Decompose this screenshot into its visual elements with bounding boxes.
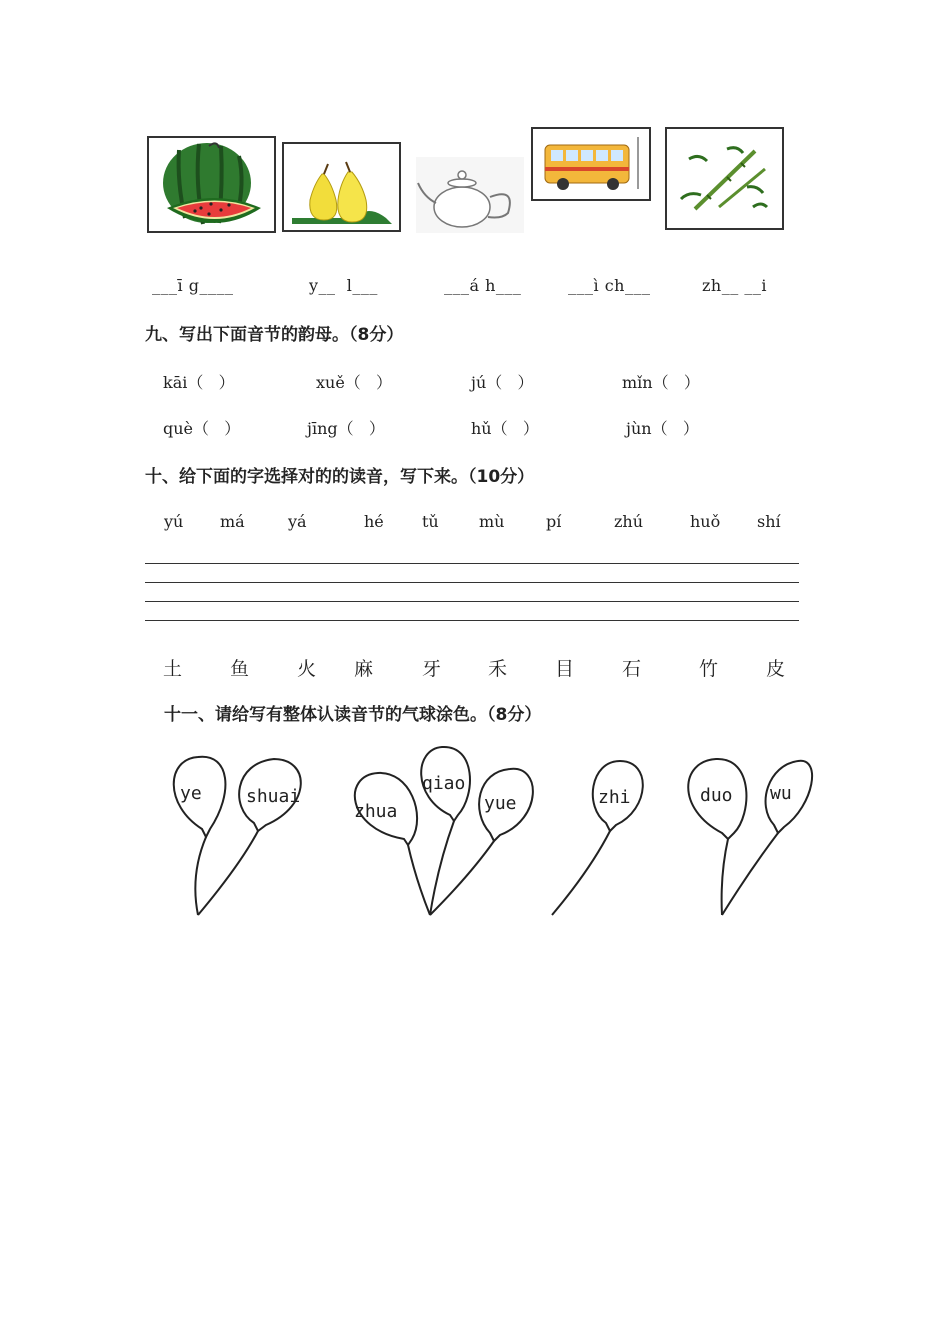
section9-item[interactable]: hǔ（ ） [471,419,539,438]
section9-item[interactable]: mǐn（ ） [622,373,700,392]
balloon-label: wu [770,783,792,804]
pinyin-option: mù [479,512,505,531]
pear-icon [284,144,399,230]
bus-icon [533,129,649,199]
writing-line[interactable] [145,582,799,583]
pinyin-option: yú [164,512,184,531]
pinyin-option: pí [546,512,562,531]
balloon[interactable] [593,761,643,831]
balloon[interactable] [174,757,226,837]
balloon-label: zhua [354,801,398,822]
balloon[interactable] [421,747,470,821]
hanzi-character: 土 [163,658,183,680]
hanzi-character: 麻 [354,658,374,680]
blank-bus[interactable]: ___ì ch___ [568,276,651,295]
section9-item[interactable]: kāi（ ） [163,373,235,392]
balloon-label: ye [180,783,202,804]
blank-bamboo[interactable]: zh__ __i [702,276,767,295]
section9-item[interactable]: jīng（ ） [307,419,385,438]
hanzi-character: 禾 [488,658,508,680]
section9-item[interactable]: jùn（ ） [626,419,699,438]
section9-title: 九、写出下面音节的韵母。（8分） [145,325,404,345]
balloon-label: duo [700,785,733,806]
balloon-label: shuai [246,786,301,807]
balloon[interactable] [688,759,746,839]
pinyin-option: tǔ [422,512,439,531]
watermelon-picture [147,136,276,233]
teapot-icon [416,157,524,233]
balloon[interactable] [479,769,533,841]
bamboo-picture [665,127,784,230]
blank-pears[interactable]: y__ l___ [309,276,378,295]
section9-item[interactable]: jú（ ） [471,373,534,392]
section10-title: 十、给下面的字选择对的的读音，写下来。（10分） [145,467,535,487]
writing-line[interactable] [145,601,799,602]
balloon-label: zhi [598,787,631,808]
pinyin-option: yá [288,512,307,531]
section9-item[interactable]: què（ ） [163,419,241,438]
pinyin-option: huǒ [690,512,721,531]
bamboo-icon [667,129,782,228]
pinyin-option: hé [364,512,384,531]
hanzi-character: 石 [622,658,642,680]
balloon[interactable] [766,761,813,833]
balloon[interactable] [239,759,301,831]
hanzi-character: 鱼 [230,658,250,680]
section11-title: 十一、请给写有整体认读音节的气球涂色。（8分） [164,705,542,725]
teapot-picture [416,157,524,233]
writing-line[interactable] [145,620,799,621]
pinyin-option: má [220,512,245,531]
section9-item[interactable]: xuě（ ） [316,373,393,392]
balloon-label: qiao [422,773,466,794]
hanzi-character: 皮 [766,658,786,680]
balloon-label: yue [484,793,517,814]
hanzi-character: 目 [555,658,575,680]
blank-teapot[interactable]: ___á h___ [444,276,522,295]
bus-picture [531,127,651,201]
hanzi-character: 火 [297,658,317,680]
pinyin-option: shí [757,512,781,531]
pears-picture [282,142,401,232]
balloon[interactable] [354,773,417,845]
writing-line[interactable] [145,563,799,564]
pinyin-option: zhú [614,512,644,531]
hanzi-character: 牙 [422,658,442,680]
blank-watermelon[interactable]: ___ī g____ [152,276,234,295]
balloon-group [150,745,830,925]
hanzi-character: 竹 [699,658,719,680]
watermelon-icon [149,138,274,231]
